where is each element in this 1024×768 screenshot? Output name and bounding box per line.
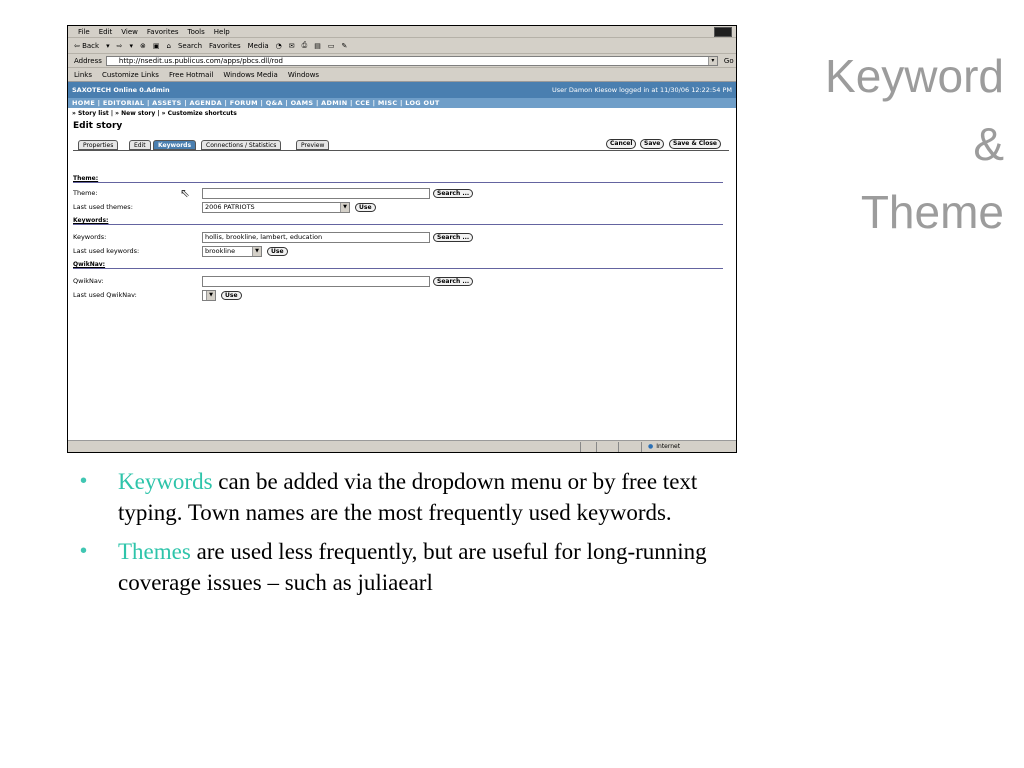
last-used-qwiknav-select[interactable] bbox=[202, 290, 216, 301]
chevron-down-icon[interactable]: ▼ bbox=[206, 291, 215, 300]
search-button[interactable]: Search bbox=[177, 41, 203, 50]
favorites-button[interactable]: Favorites bbox=[209, 41, 241, 50]
qwiknav-input[interactable] bbox=[202, 276, 430, 287]
edit-page-icon[interactable]: ▤ bbox=[314, 41, 321, 50]
cancel-button[interactable]: Cancel bbox=[606, 139, 636, 149]
theme-search-button[interactable]: Search ... bbox=[433, 189, 473, 198]
qwiknav-search-button[interactable]: Search ... bbox=[433, 277, 473, 286]
tab-connections-statistics[interactable]: Connections / Statistics bbox=[201, 140, 281, 150]
last-used-themes-value: 2006 PATRIOTS bbox=[205, 203, 255, 211]
keywords-section-heading: Keywords: bbox=[73, 217, 109, 224]
divider bbox=[73, 182, 723, 183]
menu-file[interactable]: File bbox=[78, 27, 90, 36]
last-used-themes-select[interactable] bbox=[202, 202, 350, 213]
tab-keywords[interactable]: Keywords bbox=[153, 140, 196, 150]
main-nav-links[interactable]: HOME | EDITORIAL | ASSETS | AGENDA | FORUM | Q&A | OAMS | ADMIN | CCE | MISC | LOG OUT bbox=[72, 99, 440, 107]
slide-title bbox=[774, 42, 1004, 246]
tab-edit[interactable]: Edit bbox=[129, 140, 151, 150]
user-status: User Damon Kiesow logged in at 11/30/06 12:22:54 PM bbox=[551, 86, 732, 94]
keywords-label: Keywords: bbox=[73, 233, 107, 241]
theme-use-button[interactable]: Use bbox=[355, 203, 376, 212]
qwiknav-section-heading: QwikNav: bbox=[73, 261, 106, 268]
messenger-icon[interactable]: ✎ bbox=[341, 41, 348, 50]
back-button[interactable]: ⇦ Back bbox=[74, 41, 100, 50]
save-close-button[interactable]: Save & Close bbox=[669, 139, 721, 149]
app-brand: SAXOTECH Online 0.Admin bbox=[72, 86, 170, 94]
menu-help[interactable]: Help bbox=[213, 27, 230, 36]
forward-dropdown-icon[interactable]: ▾ bbox=[129, 41, 133, 50]
address-dropdown-icon[interactable]: ▾ bbox=[708, 57, 717, 65]
mail-icon[interactable]: ✉ bbox=[288, 41, 295, 50]
qwiknav-label: QwikNav: bbox=[73, 277, 104, 285]
status-pane bbox=[618, 442, 636, 452]
address-bar bbox=[68, 54, 736, 68]
browser-toolbar bbox=[68, 38, 736, 54]
bullet-highlight: Themes bbox=[118, 539, 191, 564]
bullet-item bbox=[80, 536, 720, 598]
browser-status-bar bbox=[68, 440, 736, 452]
divider bbox=[73, 268, 723, 269]
link-windows-media[interactable]: Windows Media bbox=[223, 70, 278, 79]
security-zone-label: Internet bbox=[656, 443, 681, 450]
links-bar bbox=[68, 68, 736, 82]
last-used-keywords-value: brookline bbox=[205, 247, 236, 255]
app-header bbox=[68, 82, 736, 98]
status-pane bbox=[596, 442, 618, 452]
bullet-dot-icon: • bbox=[80, 470, 88, 492]
page-title: Edit story bbox=[73, 121, 123, 131]
media-button[interactable]: Media bbox=[247, 41, 269, 50]
links-label: Links bbox=[74, 70, 92, 79]
menu-bar bbox=[68, 26, 736, 38]
slide-title-line: Theme bbox=[860, 186, 1004, 238]
bullet-text: can be added via the dropdown menu or by free text typing. Town names are the most frequently used keywords. bbox=[118, 469, 698, 525]
history-icon[interactable]: ◔ bbox=[275, 41, 282, 50]
main-nav[interactable] bbox=[68, 98, 736, 108]
forward-button[interactable]: ⇨ bbox=[116, 41, 123, 50]
globe-icon: ● bbox=[648, 443, 654, 450]
mouse-cursor-icon: ⇖ bbox=[180, 186, 191, 200]
status-pane bbox=[580, 442, 596, 452]
bullet-list bbox=[80, 466, 720, 606]
link-customize-links[interactable]: Customize Links bbox=[101, 70, 159, 79]
discuss-icon[interactable]: ▭ bbox=[327, 41, 335, 50]
theme-input[interactable] bbox=[202, 188, 430, 199]
theme-label: Theme: bbox=[73, 189, 98, 197]
divider bbox=[73, 224, 723, 225]
last-used-keywords-select[interactable] bbox=[202, 246, 262, 257]
slide-title-line: Keyword bbox=[825, 50, 1004, 102]
keywords-search-button[interactable]: Search ... bbox=[433, 233, 473, 242]
home-icon[interactable]: ⌂ bbox=[166, 41, 171, 50]
qwiknav-use-button[interactable]: Use bbox=[221, 291, 242, 300]
shortcut-links-text[interactable]: » Story list | » New story | » Customize shortcuts bbox=[72, 109, 237, 117]
stop-icon[interactable]: ⊗ bbox=[140, 41, 146, 50]
bullet-text: are used less frequently, but are useful for long-running coverage issues – such as juliaearl bbox=[118, 539, 707, 595]
address-label: Address bbox=[74, 56, 102, 65]
bullet-item bbox=[80, 466, 720, 528]
tab-properties[interactable]: Properties bbox=[78, 140, 118, 150]
last-used-themes-label: Last used themes: bbox=[73, 203, 133, 211]
menu-tools[interactable]: Tools bbox=[187, 27, 205, 36]
slide-title-line: & bbox=[973, 118, 1004, 170]
browser-window bbox=[67, 25, 737, 453]
keywords-use-button[interactable]: Use bbox=[267, 247, 288, 256]
keywords-input[interactable]: hollis, brookline, lambert, education bbox=[202, 232, 430, 243]
save-button[interactable]: Save bbox=[640, 139, 664, 149]
last-used-qwiknav-label: Last used QwikNav: bbox=[73, 291, 137, 299]
security-zone bbox=[641, 442, 736, 452]
windows-logo-icon bbox=[714, 27, 732, 37]
address-input[interactable] bbox=[106, 56, 718, 66]
link-windows[interactable]: Windows bbox=[287, 70, 320, 79]
chevron-down-icon[interactable]: ▼ bbox=[340, 203, 349, 212]
theme-section-heading: Theme: bbox=[73, 175, 99, 182]
link-free-hotmail[interactable]: Free Hotmail bbox=[168, 70, 214, 79]
bullet-highlight: Keywords bbox=[118, 469, 213, 494]
menu-favorites[interactable]: Favorites bbox=[146, 27, 179, 36]
menu-view[interactable]: View bbox=[121, 27, 138, 36]
shortcut-links[interactable] bbox=[68, 108, 736, 118]
refresh-icon[interactable]: ▣ bbox=[152, 41, 160, 50]
address-value: http://nsedit.us.publicus.com/apps/pbcs.dll/rod bbox=[118, 56, 284, 65]
bullet-dot-icon: • bbox=[80, 540, 88, 562]
chevron-down-icon[interactable]: ▼ bbox=[252, 247, 261, 256]
go-button[interactable]: Go bbox=[723, 56, 734, 65]
last-used-keywords-label: Last used keywords: bbox=[73, 247, 140, 255]
menu-edit[interactable]: Edit bbox=[98, 27, 113, 36]
print-icon[interactable]: ⎙ bbox=[301, 41, 308, 49]
back-dropdown-icon[interactable]: ▾ bbox=[106, 41, 110, 50]
tab-preview[interactable]: Preview bbox=[296, 140, 329, 150]
